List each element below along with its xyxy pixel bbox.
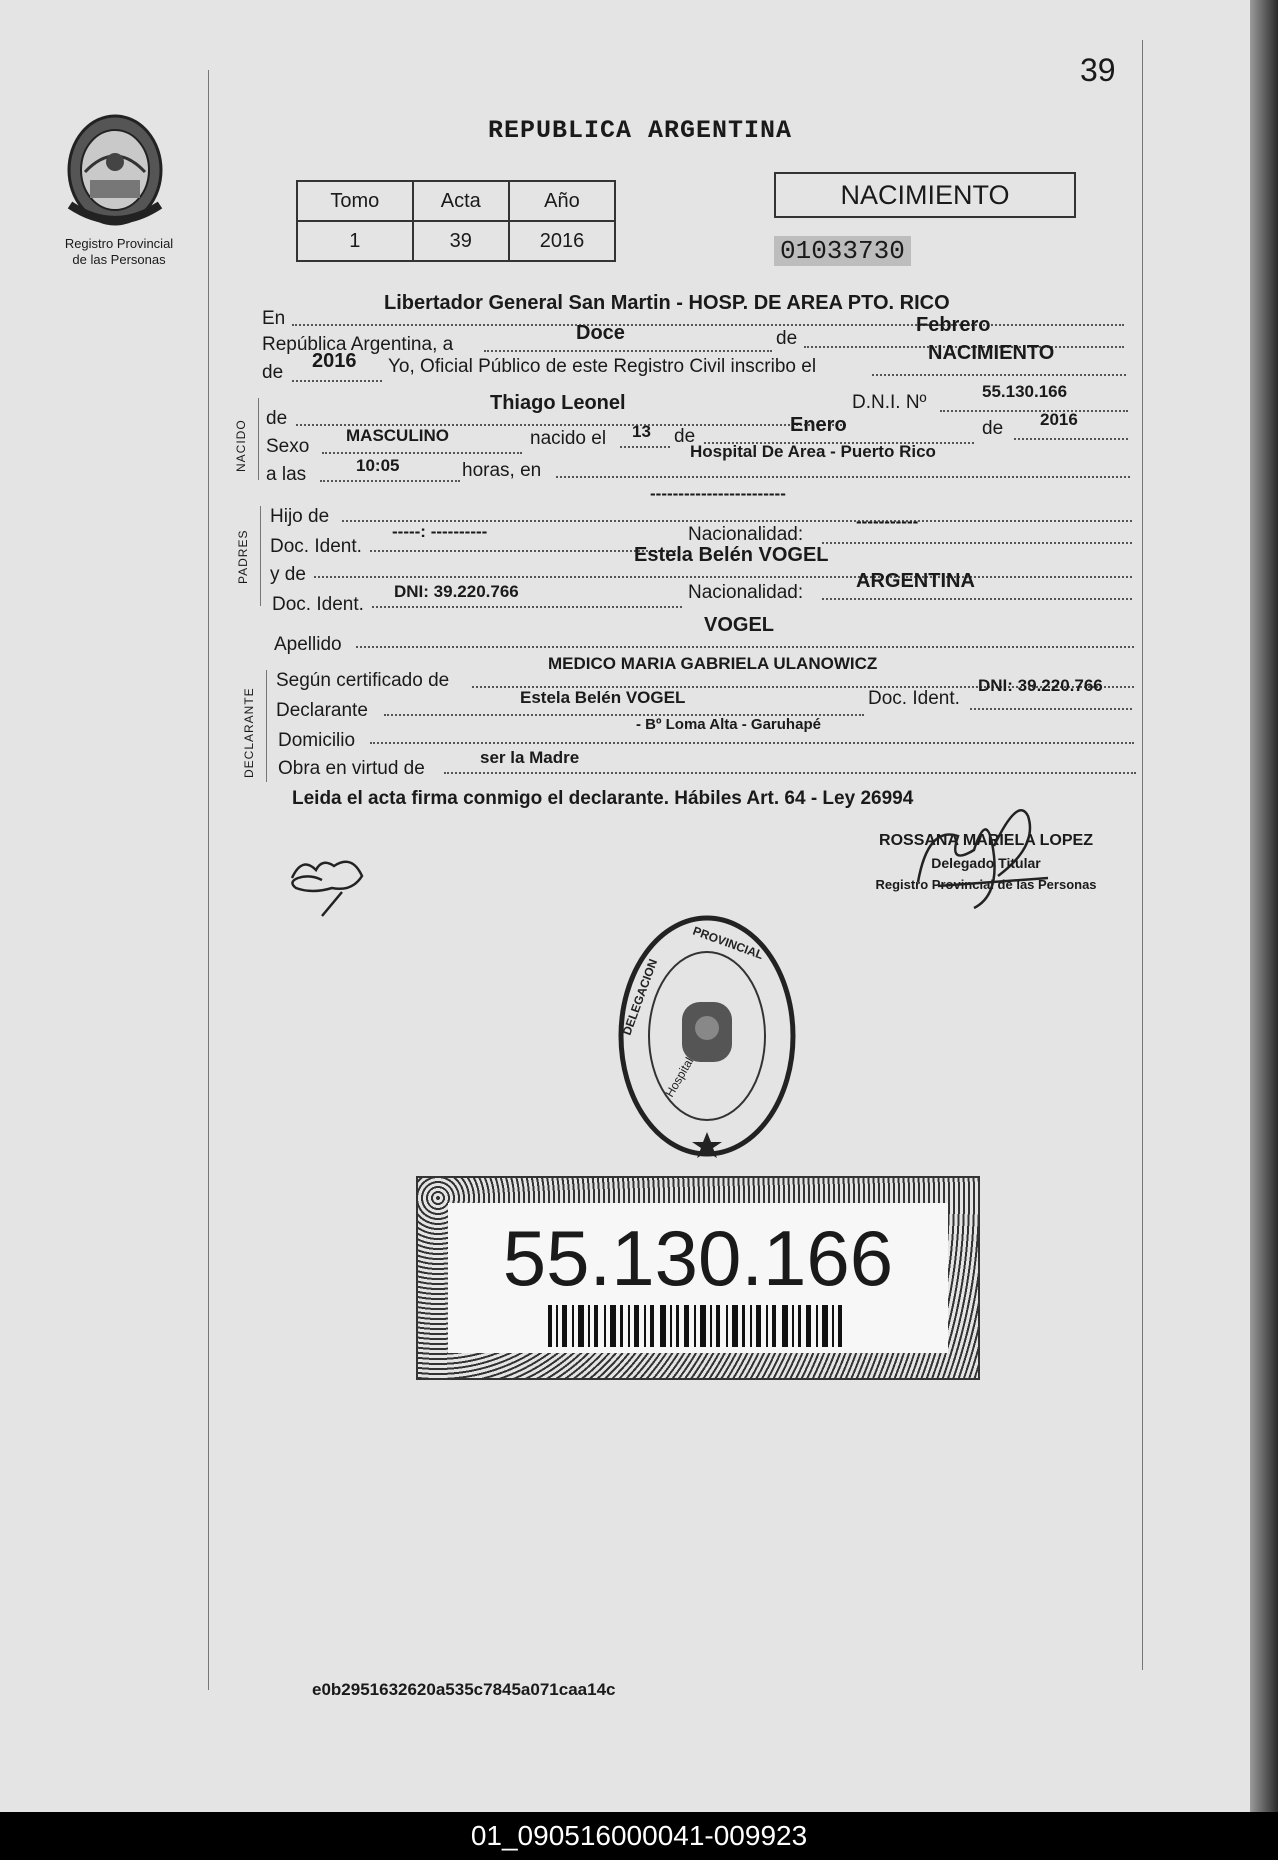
declarant-doc: DNI: 39.220.766 [978,676,1103,695]
nacionalidad-label-1: Nacionalidad: [688,524,804,545]
registry-table-header-row [297,181,615,221]
father-name: ------------------------ [650,484,786,503]
registration-day: Doce [576,322,625,344]
table-value-tomo: 1 [297,221,413,261]
birth-place: Hospital De Area - Puerto Rico [690,442,936,461]
en-label: En [262,308,286,329]
handwritten-signature-icon [282,848,378,918]
barcode-label [416,1176,980,1380]
inscription-type: NACIMIENTO [928,342,1055,364]
barcode [548,1305,848,1352]
birth-year: 2016 [1040,410,1078,429]
declarant-relation: ser la Madre [480,748,580,767]
closing-line: Leida el acta firma conmigo el declarante. Hábiles Art. 64 - Ley 26994 [292,788,914,809]
nacionalidad-label-2: Nacionalidad: [688,582,804,603]
misiones-shield-icon [60,110,170,230]
y-de-label: y de [270,564,306,585]
document-hash: e0b2951632620a535c7845a071caa14c [312,1680,616,1699]
left-margin-line [208,70,209,1690]
registration-month: Febrero [916,314,991,336]
signatory-role: Delegado Titular [931,855,1041,871]
declarant-address: - Bº Loma Alta - Garuhapé [636,716,821,733]
svg-text:PROVINCIAL: PROVINCIAL [690,923,766,963]
segun-label: Según certificado de [276,670,450,691]
page-number: 39 [1080,52,1116,88]
emblem-caption-line-2: de las Personas [72,252,166,267]
registry-table [296,180,616,262]
certificate-issuer: MEDICO MARIA GABRIELA ULANOWICZ [548,654,878,673]
barcode-bars-icon [548,1305,848,1347]
nacido-bracket [258,398,259,480]
horas-en-label: horas, en [462,460,542,481]
doc-ident-label-1: Doc. Ident. [270,536,362,557]
child-sex: MASCULINO [346,426,449,445]
table-header-anio: Año [509,181,615,221]
emblem-caption [54,236,184,268]
birth-time: 10:05 [356,456,400,475]
table-value-acta: 39 [413,221,509,261]
domicilio-label: Domicilio [278,730,356,751]
de-label-1: de [776,328,798,349]
surname: VOGEL [704,614,775,636]
file-code: 01_090516000041-009923 [470,1820,808,1851]
svg-text:DELEGACION: DELEGACION [619,957,661,1038]
registry-table-value-row [297,221,615,261]
father-doc: -----: ---------- [392,522,488,541]
mother-nationality: ARGENTINA [856,570,975,592]
side-label-padres: PADRES [236,529,250,584]
official-stamp [612,912,802,1165]
province-emblem [60,110,170,230]
nacido-el-label: nacido el [530,428,607,449]
hijo-de-label: Hijo de [270,506,330,527]
de-label-3: de [266,408,288,429]
birth-month: Enero [790,414,847,436]
father-nationality: ----------- [856,512,919,531]
official-signature [898,786,1068,917]
barcode-inner-panel [448,1203,948,1353]
dni-label: D.N.I. Nº [852,392,927,413]
barcode-number: 55.130.166 [502,1214,894,1302]
de-label-2: de [262,362,284,383]
mother-name: Estela Belén VOGEL [634,544,829,566]
page-title: REPUBLICA ARGENTINA [488,116,793,145]
birth-location: Libertador General San Martin - HOSP. DE AREA PTO. RICO [384,292,950,314]
registry-stamp-icon [612,912,802,1160]
de-label-5: de [982,418,1004,439]
de-label-4: de [674,426,696,447]
oficial-text: Yo, Oficial Público de este Registro Civil inscribo el [388,356,817,377]
declarante-bracket [266,670,267,782]
a-las-label: a las [266,464,307,485]
mother-doc: DNI: 39.220.766 [394,582,519,601]
scan-edge-shadow [1250,0,1278,1812]
signatory-name: ROSSANA MARIELA LOPEZ [879,832,1093,849]
sexo-label: Sexo [266,436,310,457]
official-signature-icon [898,786,1068,912]
serial-number: 01033730 [774,236,911,266]
side-label-declarante: DECLARANTE [242,687,256,778]
emblem-caption-line-1: Registro Provincial [64,236,174,251]
doc-ident-label-3: Doc. Ident. [868,688,960,709]
table-header-tomo: Tomo [297,181,413,221]
registration-year: 2016 [312,350,357,372]
declarant-signature [282,848,378,923]
obra-label: Obra en virtud de [278,758,425,779]
apellido-label: Apellido [274,634,342,655]
document-type-box: NACIMIENTO [774,172,1076,218]
signatory-office: Registro Provincial de las Personas [875,877,1097,892]
right-margin-line [1142,40,1143,1670]
child-dni: 55.130.166 [982,382,1068,401]
side-label-nacido: NACIDO [234,419,248,472]
birth-day: 13 [632,422,651,441]
file-code-bar [0,1812,1278,1860]
table-header-acta: Acta [413,181,509,221]
declarant-name: Estela Belén VOGEL [520,688,686,707]
svg-text:Hospital: Hospital [662,1054,697,1100]
republica-label: República Argentina, a [262,334,454,355]
doc-ident-label-2: Doc. Ident. [272,594,364,615]
child-name: Thiago Leonel [490,392,626,414]
declarante-label: Declarante [276,700,368,721]
dia-dotline [484,330,772,352]
padres-bracket [260,506,261,606]
table-value-anio: 2016 [509,221,615,261]
